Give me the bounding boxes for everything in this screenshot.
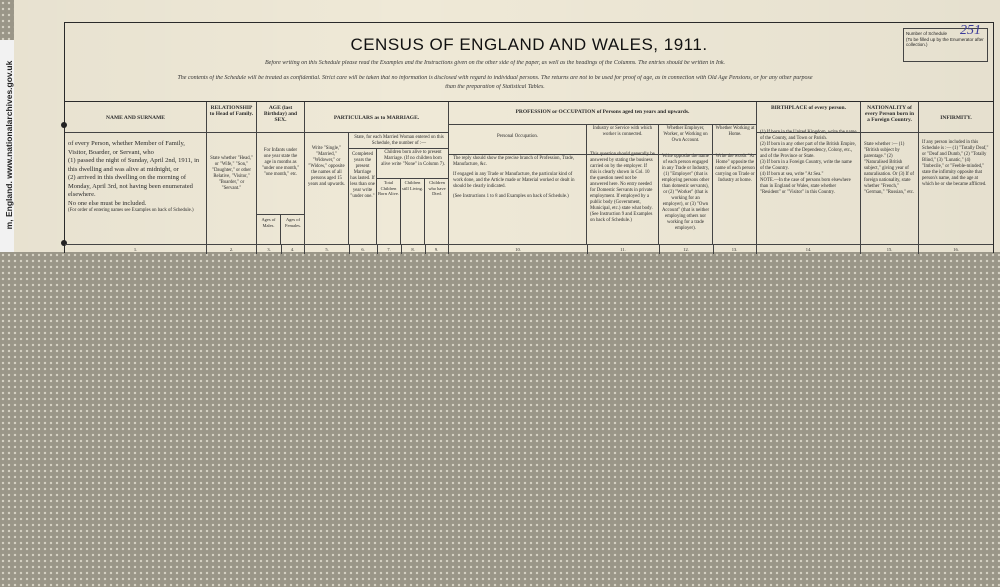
ages-of-females: Ages of Females.	[284, 217, 302, 228]
column-instruction: (For order of entering names see Examples on back of Schedule.)	[68, 208, 194, 213]
census-schedule-sheet	[14, 0, 1000, 252]
column-header: AGE (last Birthday) and SEX.	[263, 105, 298, 123]
column-number: 13.	[713, 244, 756, 254]
column-number: 11.	[587, 244, 660, 254]
column-relationship	[207, 102, 257, 254]
schedule-number-label: Number of Schedule	[906, 31, 948, 36]
column-header: NATIONALITY of every Person born in a Foreign Country.	[864, 105, 915, 123]
column-marriage	[305, 102, 449, 254]
column-birthplace	[757, 102, 861, 254]
schedule-number-note: (To be filled up by the Enumerator after collection.)	[906, 36, 984, 47]
column-header: INFIRMITY.	[940, 115, 972, 121]
birthplace-instruction: NOTE.—In the case of persons born elsewhere than in England or Wales, state whether "Resident" or "Visitor" in this Country.	[760, 178, 851, 195]
industry-header: Industry or Service with which worker is connected.	[592, 126, 653, 137]
column-number: 8.	[401, 244, 426, 254]
employer-header: Whether Employer, Worker, or Working on Own Account.	[663, 126, 708, 143]
confidentiality-note: The contents of the Schedule will be treated as confidential. Strict care will be taken that no information is disclosed with regard to individual persons. The returns are not to be used for proof of age, as in connection with Old Age Pensions, or for any other purpose	[177, 75, 813, 81]
home-header: Whether Working at Home.	[715, 126, 755, 137]
column-instruction: State whether "Head," or "Wife," "Son," "Daughter," or other Relative, "Visitor," "Boarder," or "Servant."	[210, 156, 253, 191]
column-header: RELATIONSHIP to Head of Family.	[209, 105, 254, 117]
nationality-instruction: State whether :— (1) "British subject by parentage." (2) "Naturalised British subject," giving year of naturalisation. Or (3) If of foreign nationality, state whether "French," "German," "Russian," etc.	[864, 142, 915, 195]
column-instruction: For Infants under one year state the age in months as "under one month," "one month," etc.	[261, 148, 300, 177]
occupation-instruction: (See Instructions 1 to 8 and Examples on back of Schedule.)	[453, 194, 569, 199]
column-number: 5.	[305, 244, 350, 254]
occupation-instruction: The reply should show the precise branch of Profession, Trade, Manufacture, &c.	[453, 156, 575, 167]
column-age-sex	[257, 102, 305, 254]
column-number: 12.	[659, 244, 714, 254]
schedule-frame	[64, 22, 994, 253]
column-number: 7.	[377, 244, 402, 254]
birthplace-instruction: (2) If born in any other part of the British Empire, write the name of the Dependency, Colony, etc., and of the Province or State.	[760, 142, 856, 159]
column-instruction: (2) arrived in this dwelling on the morning of Monday, April 3rd, not having been enumerated elsewhere.	[68, 174, 193, 198]
column-name-surname	[65, 102, 207, 254]
marital-status-instruction: Write "Single," "Married," "Widower," or "Widow," opposite the names of all persons aged 15 years and upwards.	[305, 132, 349, 245]
column-number: 16.	[919, 244, 993, 254]
children-instruction: Children born alive to present Marriage. (If no children born alive write "None" in Column 7).	[381, 150, 445, 167]
married-woman-instruction: State, for each Married Woman entered on this Schedule, the number of :—	[354, 135, 444, 146]
confidentiality-note-cont: than the preparation of Statistical Tables.	[445, 84, 545, 90]
column-instruction: of every Person, whether Member of Family, Visitor, Boarder, or Servant, who	[68, 140, 185, 156]
birthplace-instruction: (1) If born in the United Kingdom, write the name of the County, and Town or Parish.	[760, 130, 857, 141]
instruction-note: Before writing on this Schedule please read the Examples and the Instructions given on the other side of the paper, as well as the headings of the Columns. The entries should be written in Ink.	[265, 60, 725, 66]
column-nationality	[861, 102, 919, 254]
column-number: 1.	[65, 244, 206, 254]
column-number: 3.	[257, 244, 282, 254]
column-number: 2.	[207, 244, 256, 254]
completed-years-instruction: Completed years the present Marriage has lasted. If less than one year write "under one."	[349, 148, 377, 245]
form-title: CENSUS OF ENGLAND AND WALES, 1911.	[350, 35, 708, 54]
column-number: 9.	[425, 244, 448, 254]
archive-side-caption	[0, 40, 15, 252]
occupation-instruction: If engaged in any Trade or Manufacture, the particular kind of work done, and the Article made or Material worked or dealt in should be clearly indicated.	[453, 172, 575, 189]
industry-instruction: This question should generally be answered by stating the business carried on by the employer. If this is clearly shown in Col. 10 the question need not be answered here. No entry needed for Domestic Servants in private employment. If employed by a public body (Government, Municipal, etc.) state what body. (See Instruction 9 and Examples on back of Schedule.)	[590, 152, 655, 223]
column-header: BIRTHPLACE of every person.	[771, 105, 846, 111]
side-caption-text: m, England. www.nationalarchives.gov.uk	[4, 60, 14, 230]
column-number: 6.	[349, 244, 378, 254]
column-number: 10.	[449, 244, 588, 254]
column-header: PARTICULARS as to MARRIAGE.	[333, 115, 420, 121]
column-instruction: No one else must be included.	[68, 199, 147, 207]
column-infirmity	[919, 102, 993, 254]
ages-of-males: Ages of Males.	[257, 215, 281, 245]
column-number: 15.	[861, 244, 918, 254]
children-living: Children still Living.	[401, 178, 425, 245]
employer-instruction: Write opposite the name of each person engaged in any Trade or Industry, (1) "Employer" (that is employing persons other than domestic servants), or (2) "Worker" (that is working for an employer), or (3) "Own Account" (that is neither employing others nor working for a trade employer).	[661, 154, 710, 231]
personal-occupation-header: Personal Occupation.	[496, 134, 539, 139]
column-header: PROFESSION or OCCUPATION of Persons aged ten years and upwards.	[515, 109, 690, 115]
schedule-number-box	[903, 23, 988, 62]
column-number: 4.	[281, 244, 304, 254]
birthplace-instruction: (4) If born at sea, write "At Sea."	[760, 172, 824, 177]
column-instruction: (1) passed the night of Sunday, April 2nd, 1911, in this dwelling and was alive at midnight, or	[68, 157, 200, 173]
home-instruction: Write the words "At Home" opposite the name of each person carrying on Trade or Industry at home.	[715, 154, 755, 183]
infirmity-instruction: If any person included in this Schedule is :— (1) "Totally Deaf," or "Deaf and Dumb," (2) "Totally Blind," (3) "Lunatic," (4) "Imbecile," or "Feeble-minded," state the infirmity opposite that person's name, and the age at which he or she became afflicted.	[922, 140, 989, 187]
total-children: Total Children Born Alive.	[377, 178, 401, 245]
birthplace-instruction: (3) If born in a Foreign Country, write the name of the Country.	[760, 160, 852, 171]
column-header: NAME AND SURNAME	[106, 115, 165, 121]
schedule-number-value: 251	[960, 23, 981, 38]
column-number: 14.	[757, 244, 860, 254]
census-table	[65, 101, 993, 254]
children-died: Children who have Died.	[428, 180, 446, 196]
column-profession	[449, 102, 757, 254]
